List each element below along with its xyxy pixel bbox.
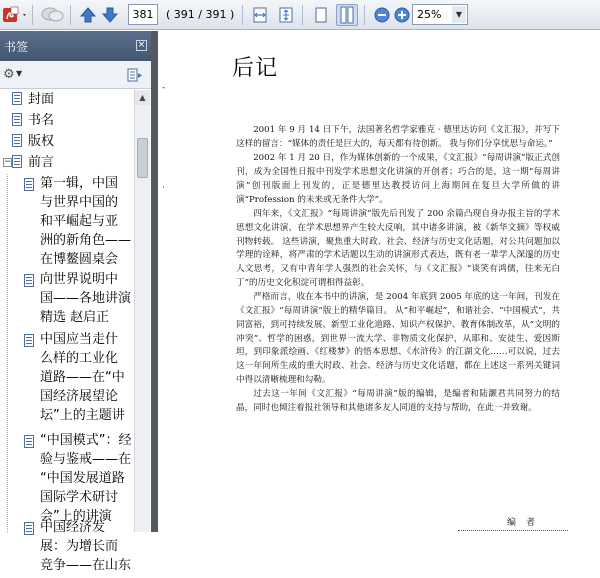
bookmark-label: 前言: [28, 155, 55, 170]
bookmark-icon: [24, 435, 34, 448]
arrow-up-icon: [79, 6, 97, 24]
bookmark-copyright[interactable]: [0, 132, 134, 153]
signature: 编者: [507, 518, 546, 528]
document-page: [158, 31, 600, 532]
bookmark-icon: [12, 92, 22, 105]
bookmark-label: 封面: [28, 92, 55, 107]
bookmarks-panel-title: 书签: [4, 40, 29, 54]
close-icon[interactable]: ×: [137, 40, 146, 50]
collapse-toggle-icon[interactable]: −: [4, 157, 12, 167]
bookmark-preface[interactable]: [0, 153, 134, 174]
fit-width-icon: [251, 6, 269, 24]
bookmark-label: 书名: [28, 113, 55, 128]
toolbar-separator: [242, 5, 243, 25]
paragraph: 严格而言，收在本书中的讲演，是 2004 年底到 2005 年底的这一年间，刊发在《文汇报》“每周讲演”版上的精华篇目。 从“和平崛起”，和谐社会、“中国模式”，共同富裕，到可持续发展、新型工业化道路、知识产权保护、教育体制改革，从“文明的冲突”、哲学的困惑，到世界一流大学、非物质文化保护，从耶和、安徒生、爱因斯坦，到印象派绘画、《红楼梦》的悟本思想、《水浒传》的江湖文化……可以说，过去这一年间所生成的重大时政、社会、经济与历史文化话题，都在上述这一系列关键词中得以清晰梳理和勾勒。: [236, 292, 560, 385]
bookmark-label: “中国模式”：经 验与鉴戒——在 “中国发展道路 国际学术研讨 会”上的讲演: [40, 433, 132, 524]
bookmark-label: 向世界说明中 国——各地讲演 精选 赵启正: [40, 272, 132, 325]
bookmark-cover[interactable]: [0, 90, 134, 111]
single-page-icon: [312, 6, 330, 24]
signature-line: [458, 530, 568, 532]
bookmarks-panel-header: [0, 31, 151, 61]
bookmark-icon: [12, 134, 22, 147]
continuous-view-button[interactable]: [336, 4, 358, 26]
bookmark-label: 第一辑，中国 与世界中国的 和平崛起与亚 洲的新角色—— 在博鳌圆桌会: [40, 176, 132, 267]
bookmark-chapter-3[interactable]: [0, 330, 134, 426]
bookmark-scrollbar[interactable]: [134, 90, 150, 532]
bookmark-icon: [24, 274, 34, 287]
previous-page-button[interactable]: [77, 4, 99, 26]
fit-page-button[interactable]: [275, 4, 297, 26]
bookmark-chapter-2[interactable]: [0, 270, 134, 328]
paragraph: 2002 年 1 月 20 日，作为媒体创新的一个成果，《文汇报》“每周讲演”版正式创刊，成为全国性日报中刊发学术思想文化讲演的开创者；巧合的是，这一期“每周讲演”创刊版面上刊发的，正是德里达教授访问上海期间在复旦大学所做的讲演“Profession 的未来或无条件大学”。: [236, 153, 560, 205]
paragraph: 四年来，《文汇报》“每周讲演”版先后刊发了 200 余篇凸现自身办报主旨的学术思想文化讲演，在学术思想界产生较大反响，其中诸多讲演，被《新华文摘》等权威刊物转载。 这些讲演，聚焦重大时政、社会、经济与历史文化话题，对公共问题加以学理的诠释，将严肃的学术话题以生动的讲演形式表达，既有老一辈学人深邃的历史人文思考，又有中青年学人强烈的社会关怀，与《文汇报》“谈笑有鸿儒，往来无白丁”的历史文化积淀可谓相得益彰。: [236, 209, 560, 288]
bookmark-icon: [12, 113, 22, 126]
margin-mark: ·: [162, 183, 165, 193]
bookmarks-panel: [0, 31, 151, 573]
paragraph: 过去这一年间《文汇报》“每周讲演”版的编辑，是编者和陆灏君共同努力的结晶，同时也倾注着报社领导和其他诸多友人同道的支持与帮助，在此一并致谢。: [236, 389, 560, 414]
toolbar-separator: [364, 5, 365, 25]
create-pdf-button[interactable]: [1, 4, 29, 26]
zoom-in-icon: [393, 6, 411, 24]
bookmarks-toolbar: [0, 61, 151, 89]
expand-bookmark-icon[interactable]: [127, 67, 143, 83]
toolbar-separator: [302, 5, 303, 25]
page-number-input[interactable]: 381: [128, 4, 158, 25]
bookmark-chapter-5[interactable]: [0, 518, 134, 578]
comment-bubble-icon: [41, 6, 65, 24]
bookmark-tree: [0, 90, 134, 573]
scroll-up-icon[interactable]: ▲: [135, 90, 150, 105]
bookmark-label: 中国经济发 展：为增长而 竞争——在山东: [40, 520, 132, 573]
toolbar-separator: [70, 5, 71, 25]
create-pdf-icon: [2, 6, 28, 24]
page-title: 后记: [232, 56, 279, 81]
next-page-button[interactable]: [99, 4, 121, 26]
gear-icon[interactable]: ⚙: [3, 67, 15, 82]
arrow-down-icon: [101, 6, 119, 24]
zoom-out-icon: [373, 6, 391, 24]
bookmark-icon: [24, 334, 34, 347]
bookmark-label: 版权: [28, 134, 55, 149]
single-page-view-button[interactable]: [310, 4, 332, 26]
chevron-down-icon[interactable]: ▼: [452, 6, 466, 23]
paragraph: 2001 年 9 月 14 日下午，法国著名哲学家雅克 · 德里达访问《文汇报》，并写下这样的留言：“媒体的责任是巨大的，每天都有待创新。 我与你们分享忧思与命运。”: [236, 125, 560, 149]
bookmark-chapter-4[interactable]: [0, 431, 134, 527]
fit-width-button[interactable]: [249, 4, 271, 26]
toolbar: [0, 0, 600, 30]
bookmark-icon: [24, 178, 34, 191]
comment-button[interactable]: [40, 4, 66, 26]
margin-mark: -: [162, 83, 166, 93]
bookmark-icon: [24, 522, 34, 535]
continuous-pages-icon: [338, 6, 356, 24]
zoom-out-button[interactable]: [371, 4, 393, 26]
zoom-value: 25%: [417, 8, 442, 21]
bookmark-icon: [12, 155, 22, 168]
fit-page-icon: [277, 6, 295, 24]
page-count: ( 391 / 391 ): [166, 8, 235, 21]
bookmark-label: 中国应当走什 么样的工业化 道路——在“中 国经济展望论 坛”上的主题讲: [40, 332, 125, 423]
panel-splitter[interactable]: [151, 31, 158, 532]
bookmark-book-title[interactable]: [0, 111, 134, 132]
bookmark-chapter-1[interactable]: [0, 174, 134, 270]
zoom-in-button[interactable]: [391, 4, 413, 26]
zoom-select[interactable]: [412, 4, 468, 25]
options-dropdown-icon[interactable]: ▼: [16, 69, 23, 78]
toolbar-separator: [32, 5, 33, 25]
scrollbar-thumb[interactable]: [137, 138, 148, 178]
page-body: [236, 124, 560, 417]
